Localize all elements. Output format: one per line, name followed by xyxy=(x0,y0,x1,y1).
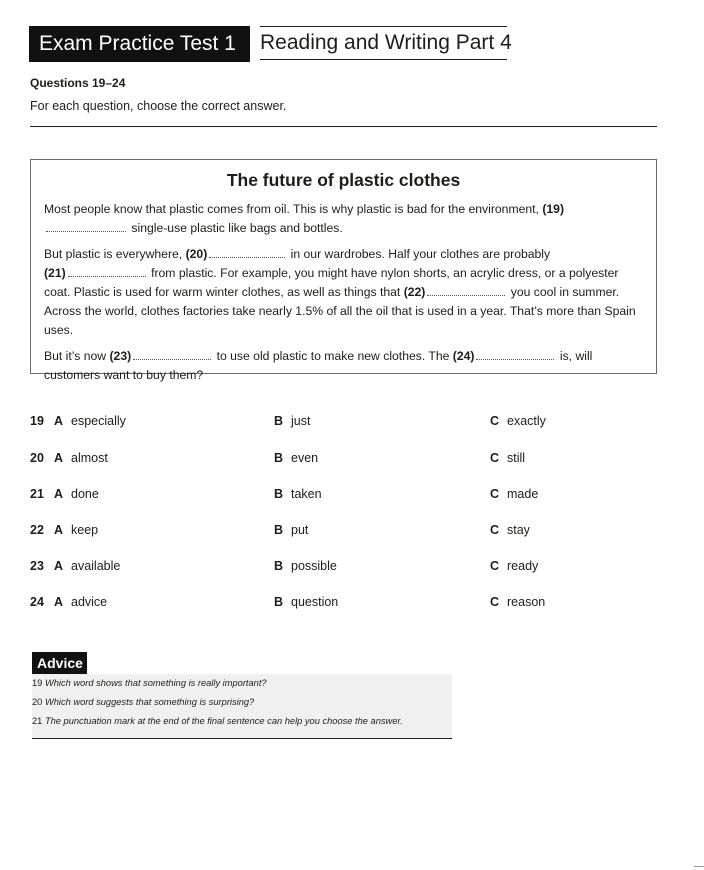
question-number: 20 xyxy=(30,451,44,465)
option-c[interactable]: still xyxy=(507,451,526,465)
text-fragment: you cool in summer. Across the world, clothes factories take nearly 1.5% of all the oil that is used in a year. That’s more than Spain uses. xyxy=(44,285,636,337)
advice-panel xyxy=(32,674,452,739)
option-row-23 xyxy=(30,559,670,579)
option-b[interactable]: just xyxy=(291,414,311,428)
question-number: 24 xyxy=(30,595,44,609)
questions-range: Questions 19–24 xyxy=(30,76,126,90)
part-title: Reading and Writing Part 4 xyxy=(260,26,507,60)
option-letter-a: A xyxy=(54,559,64,573)
advice-text: Which word suggests that something is surprising? xyxy=(44,697,255,707)
option-row-22 xyxy=(30,523,670,543)
advice-item-19 xyxy=(32,678,267,688)
advice-item-21 xyxy=(32,716,403,726)
question-number: 23 xyxy=(30,559,44,573)
text-fragment: But plastic is everywhere, xyxy=(44,247,183,261)
option-b[interactable]: question xyxy=(291,595,339,609)
text-fragment: is, will customers want to buy them? xyxy=(44,349,593,382)
gap-19[interactable] xyxy=(46,221,126,232)
option-a[interactable]: almost xyxy=(71,451,108,465)
option-letter-c: C xyxy=(490,451,500,465)
option-letter-c: C xyxy=(490,523,500,537)
paragraph-1 xyxy=(44,200,644,238)
advice-number: 20 xyxy=(32,697,43,707)
paragraph-2 xyxy=(44,245,644,340)
gap-number-21: (21) xyxy=(44,266,66,280)
option-c[interactable]: ready xyxy=(507,559,539,573)
option-a[interactable]: done xyxy=(71,487,99,501)
advice-text: Which word shows that something is really important? xyxy=(44,678,267,688)
option-row-24 xyxy=(30,595,670,615)
option-row-19 xyxy=(30,414,670,434)
gap-number-24: (24) xyxy=(452,349,475,363)
option-letter-b: B xyxy=(274,559,284,573)
option-b[interactable]: even xyxy=(291,451,319,465)
instruction-text: For each question, choose the correct answer. xyxy=(30,99,287,113)
option-letter-b: B xyxy=(274,487,284,501)
question-number: 21 xyxy=(30,487,44,501)
option-a[interactable]: keep xyxy=(71,523,99,537)
option-letter-a: A xyxy=(54,487,64,501)
option-a[interactable]: especially xyxy=(71,414,126,428)
option-letter-b: B xyxy=(274,595,284,609)
option-a[interactable]: available xyxy=(71,559,121,573)
gap-21[interactable] xyxy=(68,266,146,277)
option-letter-c: C xyxy=(490,559,500,573)
option-letter-b: B xyxy=(274,451,284,465)
advice-text: The punctuation mark at the end of the final sentence can help you choose the answer. xyxy=(44,716,403,726)
option-row-20 xyxy=(30,451,670,471)
option-c[interactable]: stay xyxy=(507,523,530,537)
option-letter-c: C xyxy=(490,414,500,428)
text-fragment: from plastic. For example, you might have nylon shorts, an acrylic dress, or a polyester coat. Plastic is used for warm winter clothes, as well as things that xyxy=(44,266,619,299)
gap-number-19: (19) xyxy=(542,202,565,216)
text-fragment: But it’s now xyxy=(44,349,107,363)
question-number: 19 xyxy=(30,414,44,428)
text-fragment: to use old plastic to make new clothes. The xyxy=(216,349,450,363)
gap-number-22: (22) xyxy=(403,285,426,299)
option-a[interactable]: advice xyxy=(71,595,108,609)
exam-practice-header: Exam Practice Test 1 xyxy=(29,26,250,62)
gap-number-23: (23) xyxy=(109,349,132,363)
text-fragment: Most people know that plastic comes from oil. This is why plastic is bad for the environment, xyxy=(44,202,539,216)
advice-box xyxy=(32,652,452,740)
gap-number-20: (20) xyxy=(185,247,208,261)
gap-23[interactable] xyxy=(133,349,211,360)
advice-item-20 xyxy=(32,697,254,707)
page-edge-mark xyxy=(694,866,704,867)
divider xyxy=(30,126,657,127)
option-c[interactable]: exactly xyxy=(507,414,546,428)
text-fragment: in our wardrobes. Half your clothes are probably xyxy=(290,247,551,261)
option-letter-a: A xyxy=(54,523,64,537)
option-b[interactable]: taken xyxy=(291,487,322,501)
option-letter-a: A xyxy=(54,414,64,428)
option-letter-c: C xyxy=(490,595,500,609)
option-letter-b: B xyxy=(274,414,284,428)
advice-label: Advice xyxy=(32,652,87,674)
question-number: 22 xyxy=(30,523,44,537)
text-fragment: single-use plastic like bags and bottles. xyxy=(131,221,343,235)
text-title: The future of plastic clothes xyxy=(226,170,461,190)
reading-text-box xyxy=(30,159,657,382)
option-c[interactable]: reason xyxy=(507,595,546,609)
option-b[interactable]: put xyxy=(291,523,309,537)
gap-22[interactable] xyxy=(427,285,505,296)
text-body xyxy=(44,200,644,392)
option-letter-b: B xyxy=(274,523,284,537)
option-letter-c: C xyxy=(490,487,500,501)
option-c[interactable]: made xyxy=(507,487,539,501)
gap-24[interactable] xyxy=(476,349,554,360)
option-letter-a: A xyxy=(54,595,64,609)
advice-number: 21 xyxy=(32,716,43,726)
advice-number: 19 xyxy=(32,678,43,688)
gap-20[interactable] xyxy=(209,247,285,258)
option-letter-a: A xyxy=(54,451,64,465)
option-row-21 xyxy=(30,487,670,507)
paragraph-3 xyxy=(44,347,644,385)
option-b[interactable]: possible xyxy=(291,559,337,573)
